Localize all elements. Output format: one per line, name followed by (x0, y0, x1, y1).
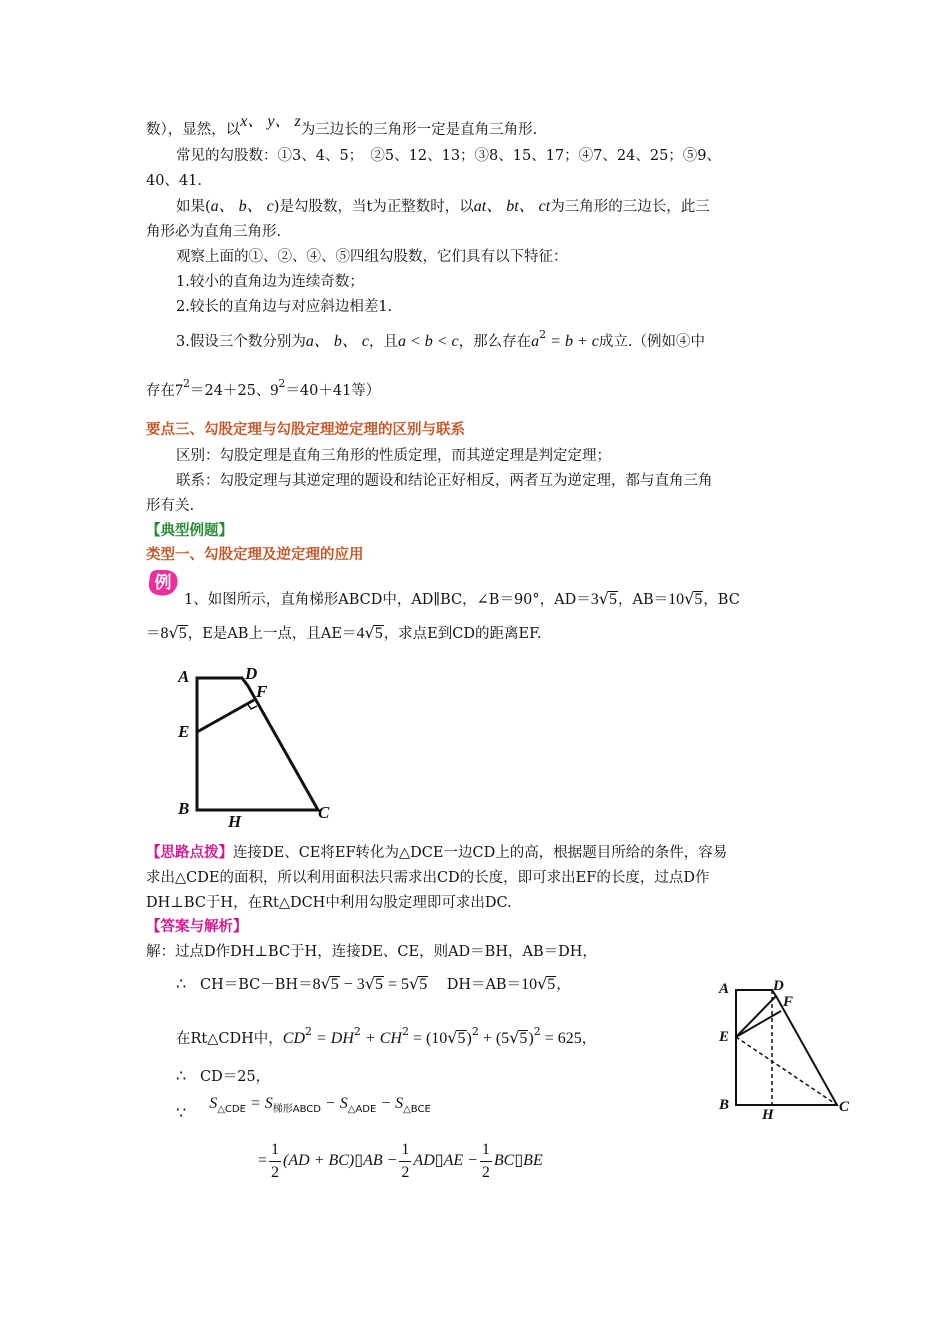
text: 存在 (146, 383, 175, 399)
text: 为三角形的三边长，此三 (550, 199, 710, 215)
text: ＝24＋25、 (190, 383, 271, 399)
intro-line-4 (176, 197, 710, 217)
fraction-half (480, 1139, 492, 1184)
math: = DH (312, 1030, 354, 1047)
math: = (258, 1152, 268, 1169)
math: BE (523, 1152, 543, 1169)
math: 5 (178, 625, 187, 642)
radical-icon: √ (364, 623, 375, 642)
type-1-title: 类型一、勾股定理及逆定理的应用 (146, 546, 364, 563)
answer-title: 【答案与解析】 (146, 918, 248, 935)
subscript: △ADE (347, 1104, 377, 1115)
numerator: 1 (480, 1139, 492, 1162)
section-3-title: 要点三、勾股定理与勾股定理逆定理的区别与联系 (146, 421, 465, 438)
therefore-symbol: ∴ (176, 976, 187, 993)
math: 10 (668, 591, 685, 608)
math: AD (413, 1152, 435, 1169)
label-f: F (783, 994, 794, 1010)
trapezoid-figure-1 (170, 660, 350, 830)
math: + CH (360, 1030, 402, 1047)
math: 3 (590, 591, 599, 608)
hint-line-3: DH⊥BC于H，在Rt△DCH中利用勾股定理即可求出DC. (146, 895, 512, 911)
math: AE − (443, 1152, 478, 1169)
radical-icon: √ (364, 974, 376, 993)
text: ，BC (703, 592, 740, 608)
intro-line-1 (146, 113, 538, 140)
answer-line-6 (258, 1138, 543, 1184)
subscript: 梯形ABCD (272, 1104, 321, 1115)
text: ，AB＝ (617, 592, 669, 608)
math: = b + c (546, 333, 599, 350)
math: 7 (175, 382, 183, 399)
math: CD (282, 1030, 305, 1047)
text: 成立.（例如④中 (598, 334, 705, 350)
exp: 2 (533, 1025, 541, 1038)
hint-title: 【思路点拨】 (146, 844, 233, 861)
math: = 5 (384, 976, 410, 993)
intro-line-5: 角形必为直角三角形. (146, 224, 282, 240)
text: 1、如图所示，直角梯形ABCD中，AD∥BC，∠B＝90°，AD＝ (184, 592, 591, 608)
math: AB − (363, 1152, 398, 1169)
denominator: 2 (481, 1163, 490, 1181)
math: a (531, 333, 540, 350)
radical-icon: √ (537, 974, 548, 993)
label-h: H (762, 1107, 774, 1123)
math: 10 (521, 976, 538, 993)
question-line-1 (184, 589, 740, 610)
numerator: 1 (269, 1139, 281, 1162)
radical-icon: √ (684, 589, 695, 608)
question-line-2 (146, 623, 542, 644)
segment-ef (197, 700, 254, 732)
exp: 2 (305, 1025, 312, 1038)
intro-line-3: 40、41. (146, 173, 203, 189)
fraction-half (399, 1139, 411, 1184)
section-3-link-a: 联系：勾股定理与其逆定理的题设和结论正好相反，两者互为逆定理，都与直角三角 (176, 473, 713, 489)
math: 8 (312, 976, 321, 993)
math: 5 (330, 976, 339, 993)
text: DH＝AB＝ (446, 977, 522, 993)
text: ，E是AB上一点，且AE＝ (187, 626, 357, 642)
label-h: H (228, 812, 242, 830)
intro-line-10 (146, 374, 380, 401)
math: 5 (694, 591, 703, 608)
label-e: E (719, 1029, 730, 1045)
section-3-diff: 区别：勾股定理是直角三角形的性质定理，而其逆定理是判定定理； (176, 448, 611, 464)
badge-label: 例 (154, 573, 172, 593)
exp: 2 (183, 377, 190, 390)
text: ， (556, 977, 571, 993)
exp: 2 (401, 1025, 409, 1038)
exp: 2 (278, 377, 286, 390)
intro-line-2: 常见的勾股数：①3、4、5； ②5、12、13；③8、15、17；④7、24、25；⑤9、 (176, 148, 722, 164)
because-symbol: ∵ (176, 1105, 187, 1122)
hint-line-2: 求出△CDE的面积，所以利用面积法只需求出CD的长度，即可求出EF的长度，过点D作 (146, 870, 710, 886)
exp: 2 (471, 1025, 479, 1038)
math: ) (466, 1030, 472, 1047)
math: 8 (160, 625, 169, 642)
missing-glyph-icon: ▯ (354, 1152, 364, 1169)
math: + (5 (478, 1030, 510, 1047)
radical-icon: √ (168, 623, 179, 642)
denominator: 2 (401, 1163, 410, 1181)
label-b: B (719, 1097, 730, 1113)
label-c: C (318, 803, 330, 822)
answer-line-2 (176, 974, 571, 995)
answer-line-1: 解：过点D作DH⊥BC于H，连接DE、CE，则AD＝BH，AB＝DH， (146, 944, 597, 960)
label-a: A (719, 981, 730, 997)
math: = (10 (408, 1030, 448, 1047)
text: 在Rt△CDH中， (176, 1031, 283, 1047)
text: ， (581, 1031, 597, 1047)
math-vars: a、 b、 c (305, 333, 369, 350)
numerator: 1 (399, 1139, 411, 1162)
radical-icon: √ (598, 589, 609, 608)
radical-icon: √ (447, 1028, 458, 1047)
text: 3.假设三个数分别为 (176, 334, 306, 350)
subscript: △BCE (403, 1104, 431, 1115)
label-d: D (245, 664, 258, 683)
trapezoid-figure-2 (715, 975, 865, 1125)
math: 4 (356, 625, 365, 642)
math: 9 (270, 382, 279, 399)
radical-icon: √ (409, 974, 420, 993)
math: 5 (374, 625, 383, 642)
text: CH＝BC－BH＝ (200, 977, 313, 993)
answer-line-3 (176, 1022, 596, 1049)
label-e: E (178, 722, 190, 741)
answer-line-4 (176, 1067, 270, 1087)
math: = 625 (540, 1030, 582, 1047)
section-3-link-b: 形有关. (146, 498, 195, 514)
missing-glyph-icon: ▯ (434, 1152, 444, 1169)
fraction-half (269, 1139, 281, 1184)
math: 5 (419, 976, 428, 993)
answer-line-5 (176, 1094, 431, 1120)
denominator: 2 (271, 1163, 280, 1181)
math: − S (376, 1095, 404, 1112)
math-vars: at、 bt、 ct (473, 198, 551, 215)
exp: 2 (539, 328, 547, 341)
text: 连接DE、CE将EF转化为△DCE一边CD上的高，根据题目所给的条件，容易 (233, 845, 728, 861)
math: 5 (457, 1030, 466, 1047)
math: ) (528, 1030, 534, 1047)
missing-glyph-icon: ▯ (514, 1152, 524, 1169)
math: 5 (547, 976, 556, 993)
exp: 2 (353, 1025, 361, 1038)
math: BC (493, 1152, 515, 1169)
math: − 3 (339, 976, 365, 993)
text: 如果( (176, 199, 211, 215)
radical-icon: √ (509, 1028, 520, 1047)
radical-icon: √ (320, 974, 331, 993)
therefore-symbol: ∴ (176, 1068, 187, 1085)
text: ，且 (368, 334, 398, 350)
text: 为三边长的三角形一定是直角三角形. (300, 122, 538, 138)
text: CD＝25， (200, 1069, 271, 1085)
right-angle-mark (247, 703, 257, 709)
math-vars: a、 b、 c (210, 198, 274, 215)
text: ，那么存在 (458, 334, 532, 350)
intro-line-6: 观察上面的①、②、④、⑤四组勾股数，它们具有以下特征： (176, 249, 568, 265)
text: ，求点E到CD的距离EF. (383, 626, 542, 642)
math-inequality: a < b < c (397, 333, 459, 350)
math: = S (245, 1095, 273, 1112)
math: 5 (375, 976, 384, 993)
text: )是勾股数，当t为正整数时，以 (273, 199, 474, 215)
math: 5 (608, 591, 617, 608)
math: S (209, 1095, 218, 1112)
examples-title: 【典型例题】 (146, 522, 233, 539)
math: 5 (519, 1030, 528, 1047)
text: 数），显然，以 (146, 122, 241, 138)
math: (AD + BC) (283, 1152, 355, 1169)
hint-line-1 (146, 843, 727, 863)
label-c: C (839, 1099, 850, 1115)
intro-line-9 (176, 325, 705, 352)
label-d: D (773, 978, 784, 994)
label-b: B (178, 799, 190, 818)
label-f: F (256, 682, 268, 701)
math-vars: x、 y、 z (240, 113, 301, 130)
intro-line-7: 1.较小的直角边为连续奇数； (176, 274, 364, 290)
segment-ec (736, 1037, 837, 1105)
math: − S (320, 1095, 348, 1112)
label-a: A (178, 667, 190, 686)
intro-line-8: 2.较长的直角边与对应斜边相差1. (176, 299, 393, 315)
text: ＝40＋41等） (285, 383, 381, 399)
example-badge (146, 567, 180, 597)
subscript: △CDE (217, 1104, 246, 1115)
text: ＝ (146, 626, 161, 642)
